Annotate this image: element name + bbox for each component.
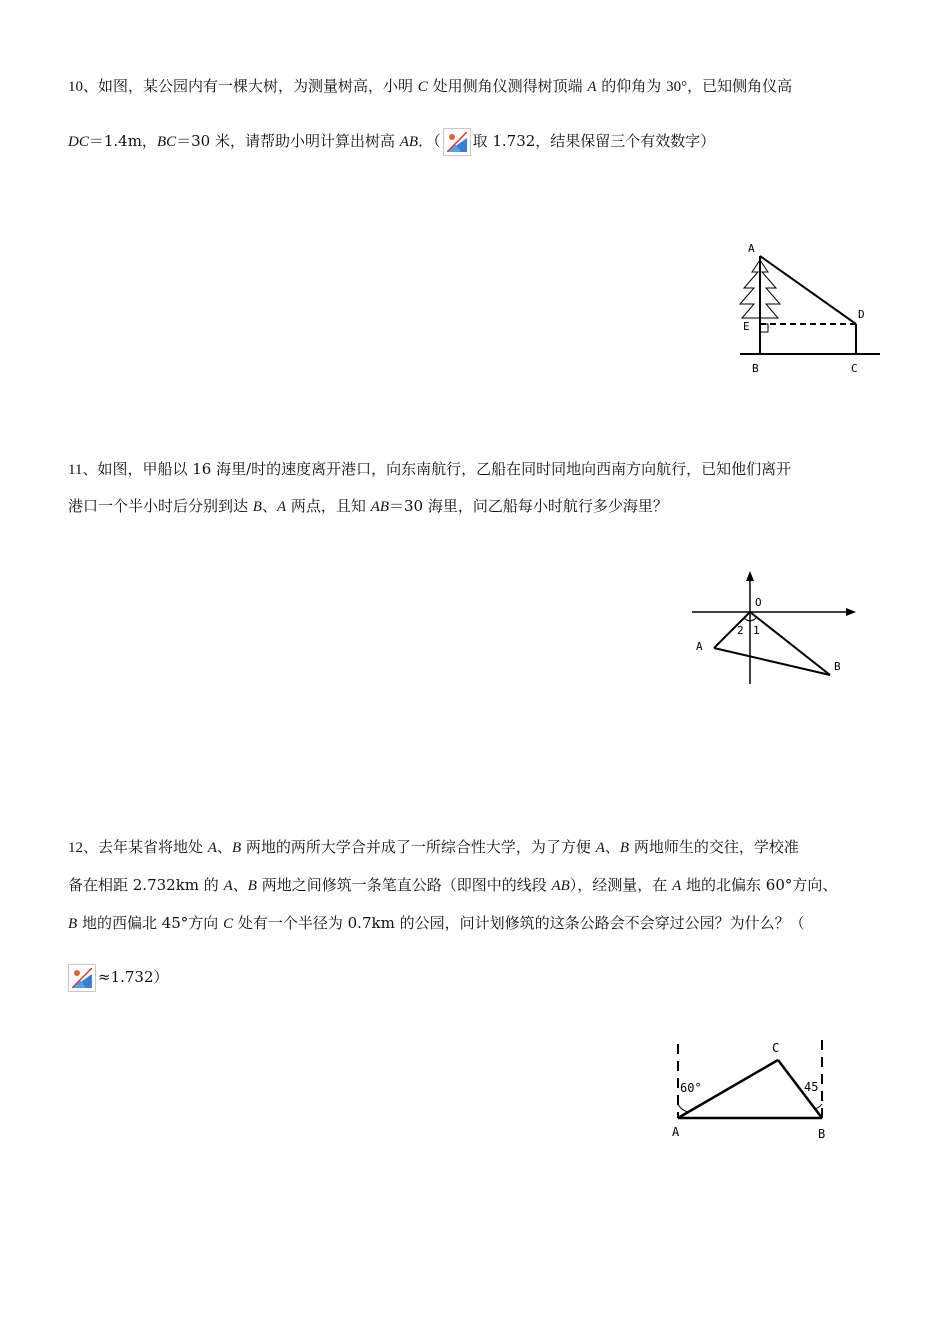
segment-oa [714, 612, 750, 648]
label-c: C [772, 1041, 780, 1055]
label-b: B [818, 1127, 826, 1141]
broken-image-icon [68, 964, 96, 992]
problem-11-line-1: 11、如图，甲船以 16 海里/时的速度离开港口，向东南航行，乙船在同时同地向西南方向航行，已知他们离开 [68, 460, 792, 478]
problem-10-line-1: 10、如图，某公园内有一棵大树，为测量树高，小明 C 处用侧角仪测得树顶端 A 的仰角为 30°，已知侧角仪高 [68, 77, 793, 95]
problem-12-line-3: B 地的西偏北 45°方向 C 处有一个半径为 0.7km 的公园，问计划修筑的这条公路会不会穿过公园？为什么？（ [68, 914, 805, 932]
label-e: E [743, 320, 750, 333]
park-road-figure [666, 1036, 846, 1148]
problem-10-line-2: DC＝1.4m，BC＝30 米，请帮助小明计算出树高 AB．（ 取 1.732，结果保留三个有效数字） [68, 128, 715, 156]
label-b: B [752, 362, 759, 375]
label-angle-1: 1 [753, 624, 760, 637]
label-a: A [748, 242, 755, 255]
ship-bearing-figure [686, 568, 866, 688]
label-angle-45: 45 [804, 1080, 819, 1094]
label-b: B [834, 660, 841, 673]
problem-number: 12、 [68, 840, 99, 856]
label-c: C [851, 362, 858, 375]
broken-image-icon [443, 128, 471, 156]
label-d: D [858, 308, 865, 321]
problem-12-line-2: 备在相距 2.732km 的 A、B 两地之间修筑一条笔直公路（即图中的线段 AB），经测量，在 A 地的北偏东 60°方向、 [68, 876, 838, 894]
angle-arc-b [815, 1104, 822, 1109]
y-axis-arrow [746, 571, 754, 581]
label-o: O [755, 596, 762, 609]
tree-foliage-left [740, 260, 760, 318]
problem-11-line-2: 港口一个半小时后分别到达 B、A 两点，且知 AB＝30 海里，问乙船每小时航行多少海里？ [68, 497, 668, 515]
right-angle-mark [760, 324, 768, 332]
problem-number: 11、 [68, 462, 98, 478]
label-angle-2: 2 [737, 624, 744, 637]
label-angle-60: 60° [680, 1081, 702, 1095]
label-a: A [696, 640, 703, 653]
x-axis-arrow [846, 608, 856, 616]
label-a: A [672, 1125, 680, 1139]
problem-number: 10、 [68, 79, 99, 95]
tree-height-figure [730, 238, 890, 378]
problem-12-line-1: 12、去年某省将地处 A、B 两地的两所大学合并成了一所综合性大学，为了方便 A、B 两地师生的交往，学校准 [68, 838, 799, 856]
problem-12-line-4: ≈1.732） [68, 964, 169, 992]
